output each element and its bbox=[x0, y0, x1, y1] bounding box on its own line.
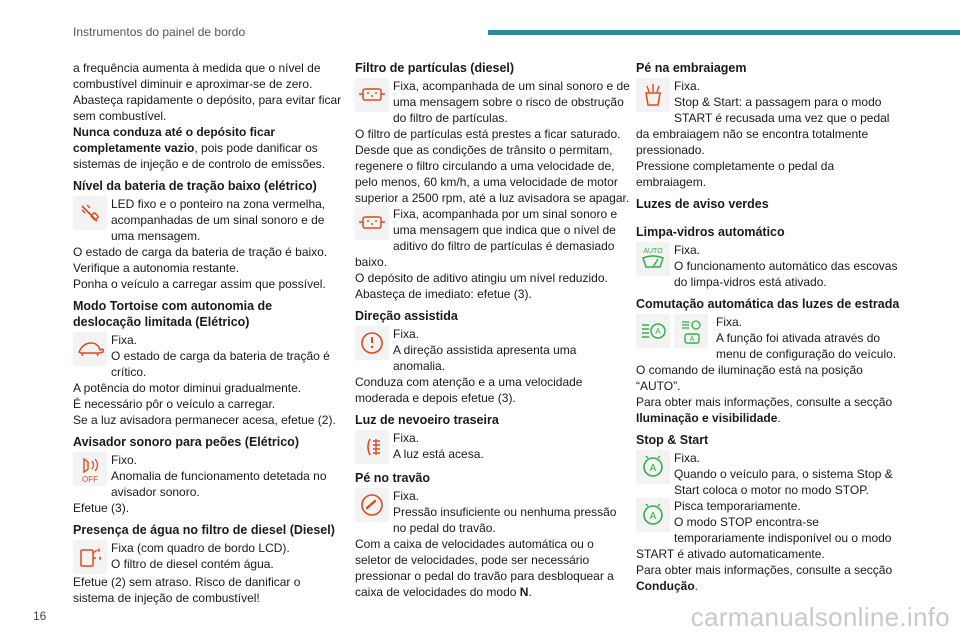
section-title-stop-start: Stop & Start bbox=[636, 433, 709, 447]
particle-filter-icon-2 bbox=[355, 206, 389, 240]
rear-fog-text-1: Fixa. bbox=[393, 431, 420, 445]
intro-warning-rest: , pois pode danificar os sistemas de injeção e de controlo de emissões. bbox=[73, 141, 326, 171]
auto-high-beam-text-2: A função foi ativada através do menu de configuração do veículo. bbox=[716, 331, 897, 361]
rear-fog-text-2: A luz está acesa. bbox=[393, 447, 484, 461]
rear-fog-light-icon bbox=[355, 430, 389, 464]
section-title-auto-wiper: Limpa-vidros automático bbox=[636, 225, 785, 239]
tortoise-text-3: A potência do motor diminui gradualmente. bbox=[73, 381, 302, 395]
section-title-power-steering: Direção assistida bbox=[355, 309, 458, 323]
brake-foot-text-3a: Com a caixa de velocidades automática ou o seletor de velocidades, pode ser necessário pressionar o pedal do travão para desbloquear a caixa de velocidades do modo bbox=[355, 537, 614, 599]
auto-wiper-text-1: Fixa. bbox=[674, 243, 701, 257]
clutch-foot-text-1: Fixa. bbox=[674, 79, 701, 93]
tortoise-icon bbox=[73, 332, 107, 366]
stop-start-icon bbox=[636, 450, 670, 484]
entry-particle-filter bbox=[355, 78, 630, 126]
column-3 bbox=[636, 60, 906, 594]
section-title-auto-high-beam: Comutação automática das luzes de estrada bbox=[636, 297, 900, 311]
entry-pedestrian-horn bbox=[73, 452, 343, 500]
tortoise-text-1: Fixa. bbox=[111, 333, 138, 347]
column-2 bbox=[355, 60, 630, 600]
entry-tortoise bbox=[73, 332, 343, 380]
svg-text:A: A bbox=[655, 327, 661, 336]
particle-filter-text-1: Fixa, acompanhada de um sinal sonoro e de uma mensagem sobre o risco de obstrução do filtro de partículas. bbox=[393, 79, 630, 125]
section-title-rear-fog: Luz de nevoeiro traseira bbox=[355, 413, 499, 427]
svg-text:A: A bbox=[649, 511, 657, 522]
entry-auto-high-beam bbox=[636, 314, 906, 362]
section-title-battery-low: Nível da bateria de tração baixo (elétrico) bbox=[73, 179, 317, 193]
entry-clutch-foot bbox=[636, 78, 906, 158]
particle-filter-icon bbox=[355, 78, 389, 112]
page-header-title: Instrumentos do painel de bordo bbox=[73, 25, 246, 39]
header-accent-bar bbox=[488, 30, 960, 35]
auto-high-beam-text-4 bbox=[636, 394, 906, 426]
particle-filter-text-2: O filtro de partículas está prestes a ficar saturado. bbox=[355, 127, 621, 141]
pedestrian-horn-text-2: Anomalia de funcionamento detetada no avisador sonoro. bbox=[111, 469, 327, 499]
particle-filter-text-4: Fixa, acompanhada por um sinal sonoro e uma mensagem que indica que o nível de aditivo do filtro de partículas é demasiado baixo. bbox=[355, 207, 618, 269]
particle-filter-text-5: O depósito de aditivo atingiu um nível reduzido. bbox=[355, 271, 608, 285]
tortoise-text-5: Se a luz avisadora permanecer acesa, efetue (2). bbox=[73, 413, 336, 427]
brake-foot-text-1: Fixa. bbox=[393, 489, 420, 503]
entry-particle-filter-additive bbox=[355, 206, 630, 270]
watermark: carmanualsonline.info bbox=[690, 602, 950, 632]
intro-paragraph: a frequência aumenta à medida que o nível de combustível diminuir e aproximar-se de zero. bbox=[73, 61, 321, 91]
brake-foot-text-2: Pressão insuficiente ou nenhuma pressão no pedal do travão. bbox=[393, 505, 617, 535]
particle-filter-text-3: Desde que as condições de trânsito o permitam, regenere o filtro circulando a uma velocidade de, pelo menos, 60 km/h, a uma velocidade de motor superior a 2500 rpm, até a luz avisadora se apagar. bbox=[355, 143, 630, 205]
auto-high-beam-icons bbox=[636, 314, 712, 348]
section-reference-driving: Condução bbox=[636, 579, 695, 593]
brake-foot-text-3 bbox=[355, 536, 630, 600]
battery-low-text-4: Ponha o veículo a carregar assim que possível. bbox=[73, 277, 326, 291]
auto-high-beam-text-4c: . bbox=[777, 411, 781, 425]
svg-text:A: A bbox=[649, 463, 657, 474]
auto-high-beam-icon bbox=[636, 314, 670, 348]
water-in-diesel-text-2: O filtro de diesel contém água. bbox=[111, 557, 274, 571]
entry-brake-foot bbox=[355, 488, 630, 536]
pedestrian-horn-off-icon bbox=[73, 452, 107, 486]
water-in-diesel-text-1: Fixa (com quadro de bordo LCD). bbox=[111, 541, 290, 555]
entry-stop-start bbox=[636, 450, 906, 498]
entry-stop-start-blinking bbox=[636, 498, 906, 562]
auto-high-beam-text-3: O comando de iluminação está na posição “AUTO”. bbox=[636, 363, 863, 393]
power-steering-text-2: A direção assistida apresenta uma anomalia. bbox=[393, 343, 577, 373]
intro-paragraph-2: Abasteça rapidamente o depósito, para evitar ficar sem combustível. bbox=[73, 93, 342, 123]
section-title-particle-filter: Filtro de partículas (diesel) bbox=[355, 61, 515, 75]
page-number: 16 bbox=[33, 609, 47, 623]
intro-warning-bold: Nunca conduza até o depósito ficar completamente vazio bbox=[73, 125, 276, 155]
off-icon-label: OFF bbox=[82, 475, 98, 484]
svg-text:A: A bbox=[689, 336, 695, 343]
battery-low-text-2: O estado de carga da bateria de tração é baixo. bbox=[73, 245, 328, 259]
auto-wiper-text-2: O funcionamento automático das escovas do limpa-vidros está ativado. bbox=[674, 259, 898, 289]
entry-auto-wiper bbox=[636, 242, 906, 290]
stop-start-text-1: Fixa. bbox=[674, 451, 701, 465]
auto-high-beam-alt-icon bbox=[674, 314, 708, 348]
battery-low-text-3: Verifique a autonomia restante. bbox=[73, 261, 240, 275]
auto-high-beam-text-4a: Para obter mais informações, consulte a secção bbox=[636, 395, 893, 409]
power-steering-text-1: Fixa. bbox=[393, 327, 420, 341]
pedestrian-horn-text-3: Efetue (3). bbox=[73, 501, 130, 515]
stop-start-text-5 bbox=[636, 562, 906, 594]
auto-icon-label: AUTO bbox=[643, 248, 663, 255]
stop-start-icon-2 bbox=[636, 498, 670, 532]
tortoise-text-2: O estado de carga da bateria de tração é crítico. bbox=[111, 349, 330, 379]
stop-start-text-3: Pisca temporariamente. bbox=[674, 499, 801, 513]
tortoise-text-4: É necessário pôr o veículo a carregar. bbox=[73, 397, 276, 411]
stop-start-text-4: O modo STOP encontra-se temporariamente indisponível ou o modo START é ativado automaticamente. bbox=[636, 515, 892, 561]
entry-water-in-diesel bbox=[73, 540, 343, 574]
fuel-water-icon bbox=[73, 540, 107, 574]
battery-low-text-1: LED fixo e o ponteiro na zona vermelha, acompanhadas de um sinal sonoro e de uma mensagem. bbox=[111, 197, 326, 243]
section-title-tortoise: Modo Tortoise com autonomia de deslocação limitada (Elétrico) bbox=[73, 299, 273, 329]
water-in-diesel-text-3: Efetue (2) sem atraso. Risco de danificar o sistema de injeção de combustível! bbox=[73, 575, 301, 605]
section-title-brake-foot: Pé no travão bbox=[355, 471, 431, 485]
green-lights-heading: Luzes de aviso verdes bbox=[636, 197, 769, 211]
brake-foot-text-3c: . bbox=[528, 585, 532, 599]
intro-warning bbox=[73, 124, 343, 172]
section-reference-lighting: Iluminação e visibilidade bbox=[636, 411, 778, 425]
pedestrian-horn-text-1: Fixo. bbox=[111, 453, 138, 467]
entry-power-steering bbox=[355, 326, 630, 374]
section-title-water-in-diesel: Presença de água no filtro de diesel (Diesel) bbox=[73, 523, 335, 537]
auto-wiper-icon bbox=[636, 242, 670, 276]
brake-foot-icon bbox=[355, 488, 389, 522]
clutch-foot-icon bbox=[636, 78, 670, 112]
power-steering-text-3: Conduza com atenção e a uma velocidade moderada e depois efetue (3). bbox=[355, 375, 583, 405]
stop-start-text-5c: . bbox=[694, 579, 699, 593]
clutch-foot-text-2: Stop & Start: a passagem para o modo START é recusada uma vez que o pedal da embraiagem não se encontra totalmente pressionado. bbox=[636, 95, 890, 157]
entry-battery-low bbox=[73, 196, 343, 244]
stop-start-text-2: Quando o veículo para, o sistema Stop & Start coloca o motor no modo STOP. bbox=[674, 467, 893, 497]
column-1 bbox=[73, 60, 343, 606]
particle-filter-text-6: Abasteça de imediato: efetue (3). bbox=[355, 287, 532, 301]
entry-rear-fog bbox=[355, 430, 630, 464]
section-title-clutch-foot: Pé na embraiagem bbox=[636, 61, 747, 75]
auto-high-beam-text-1: Fixa. bbox=[716, 315, 743, 329]
clutch-foot-text-3: Pressione completamente o pedal da embraiagem. bbox=[636, 159, 835, 189]
steering-warning-icon bbox=[355, 326, 389, 360]
stop-start-text-5a: Para obter mais informações, consulte a secção bbox=[636, 563, 893, 577]
battery-plug-icon bbox=[73, 196, 107, 230]
gear-mode-n: N bbox=[519, 585, 529, 599]
section-title-pedestrian-horn: Avisador sonoro para peões (Elétrico) bbox=[73, 435, 299, 449]
